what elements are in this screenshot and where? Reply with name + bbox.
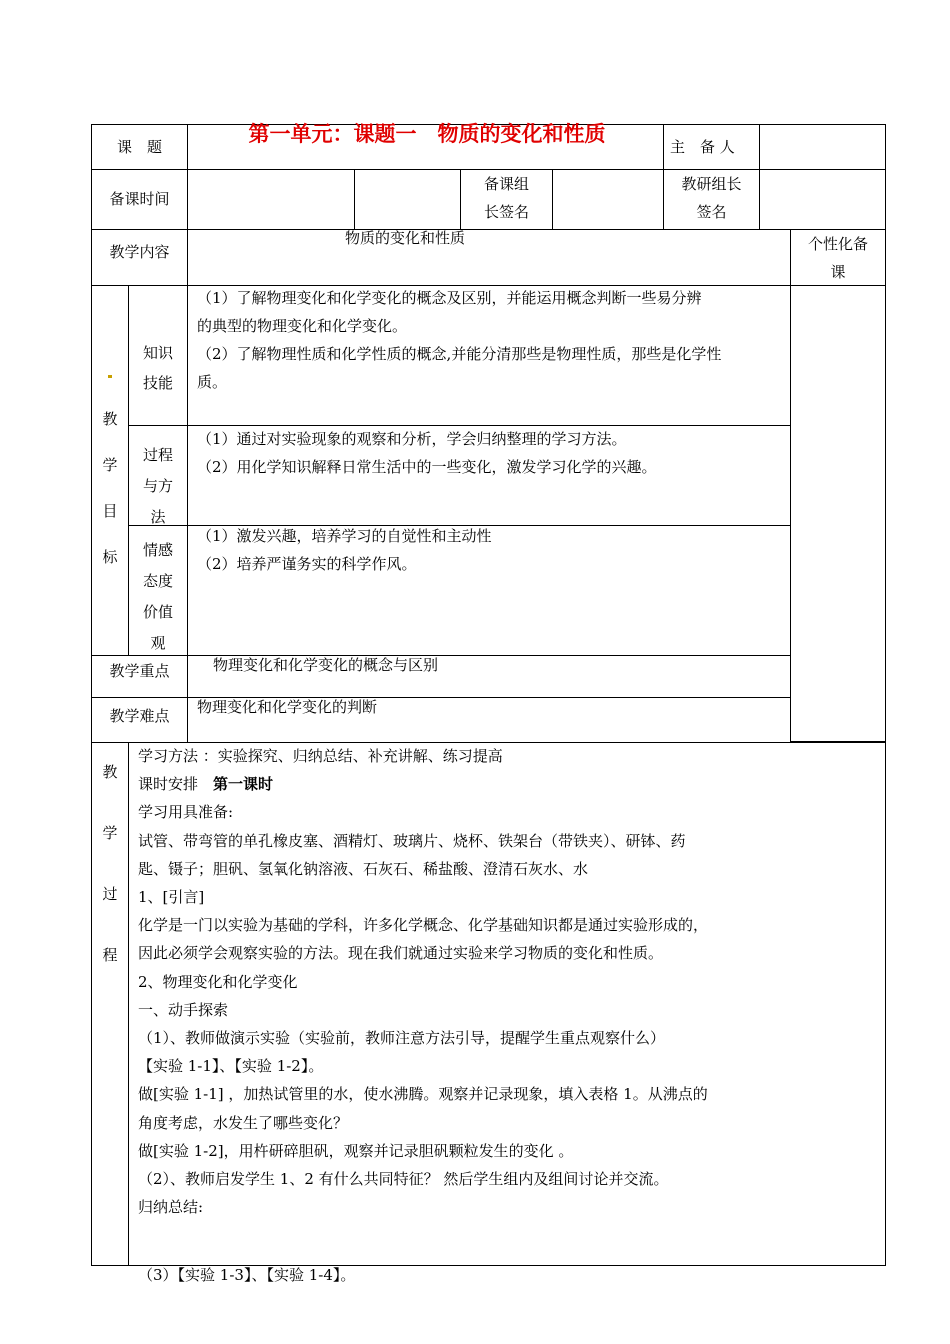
objectives-char-2: 学	[102, 456, 118, 474]
content-value: 物质的变化和性质	[345, 229, 466, 247]
process-section-char-3: 过	[102, 885, 118, 903]
knowledge-label-line-2: 技能	[142, 374, 173, 392]
prep-time-label-cell	[91, 169, 188, 230]
prep-time-extra-cell	[354, 169, 461, 230]
process-text-line: 试管、带弯管的单孔橡皮塞、酒精灯、玻璃片、烧杯、铁架台（带铁夹）、研钵、药	[138, 831, 686, 850]
content-label-cell	[91, 229, 188, 286]
schedule-prefix: 课时安排	[138, 775, 214, 794]
process-text-line: 角度考虑，水发生了哪些变化？	[138, 1113, 349, 1132]
process-line-1: （1）通过对实验现象的观察和分析，学会归纳整理的学习方法。	[197, 430, 627, 448]
bullet-mark	[108, 375, 112, 378]
prep-time-label: 备课时间	[109, 190, 170, 208]
method-line: 学习方法 ：实验探究、归纳总结、补充讲解、练习提高	[138, 747, 503, 765]
preparer-value-cell	[759, 124, 886, 170]
page-title: 第一单元：课题一 物质的变化和性质	[248, 122, 606, 146]
emotion-label-line-3: 价值	[142, 603, 173, 621]
process-text-line: （1）、教师做演示实验（实验前，教师注意方法引导，提醒学生重点观察什么）	[138, 1029, 666, 1048]
process-label-line-2: 与方	[142, 477, 173, 495]
schedule-line	[138, 770, 788, 798]
emotion-label-line-1: 情感	[142, 541, 173, 559]
objectives-char-4: 标	[102, 548, 118, 566]
process-text-line: 归纳总结:	[138, 1198, 204, 1217]
difficulty-label: 教学难点	[109, 707, 170, 725]
content-value-cell	[187, 229, 791, 286]
group-leader-label-cell	[460, 169, 553, 230]
emotion-label-line-2: 态度	[142, 572, 173, 590]
process-label-line-1: 过程	[142, 446, 173, 464]
knowledge-label-line-1: 知识	[142, 344, 173, 362]
knowledge-line-3: （2）了解物理性质和化学性质的概念,并能分清那些是物理性质，那些是化学性	[197, 345, 722, 363]
knowledge-line-4: 质。	[197, 373, 228, 391]
content-label: 教学内容	[109, 243, 170, 261]
process-label	[130, 440, 186, 533]
objectives-label	[93, 396, 127, 580]
process-section-label	[93, 742, 127, 986]
knowledge-line-2: 的典型的物理变化和化学变化。	[197, 317, 408, 335]
process-section-body	[138, 742, 788, 1290]
process-label-line-3: 法	[150, 508, 166, 526]
objectives-char-1: 教	[102, 410, 118, 428]
preparer-label: 主 备 人	[670, 138, 735, 156]
personal-prep-cell	[790, 229, 886, 286]
prep-time-value-cell	[187, 169, 355, 230]
group-leader-label: 备课组长签名	[483, 175, 529, 221]
process-text-line	[138, 1221, 788, 1261]
research-leader-label: 教研组长签名	[681, 175, 742, 221]
difficulty-label-cell	[91, 697, 188, 743]
group-leader-value-cell	[552, 169, 664, 230]
emotion-line-2: （2）培养严谨务实的科学作风。	[197, 555, 417, 573]
emotion-label-line-4: 观	[150, 634, 166, 652]
process-text-line: 因此必须学会观察实验的方法。现在我们就通过实验来学习物质的变化和性质。	[138, 944, 664, 963]
process-text-line: 做[实验 1-1] ，加热试管里的水，使水沸腾。观察并记录现象，填入表格 1。从沸点的	[138, 1085, 708, 1104]
process-text-line: （3）【实验 1-3】、【实验 1-4】。	[138, 1266, 356, 1285]
process-text-line: （2）、教师启发学生 1、2 有什么共同特征？ 然后学生组内及组间讨论并交流。	[138, 1170, 669, 1189]
subject-label: 课 题	[116, 138, 162, 156]
objectives-personal-cell	[790, 285, 886, 742]
objectives-char-3: 目	[102, 502, 118, 520]
process-text-line: 【实验 1-1】、【实验 1-2】。	[138, 1057, 324, 1076]
key-point-label-cell	[91, 655, 188, 698]
difficulty-value: 物理变化和化学变化的判断	[197, 698, 378, 716]
process-section-char-2: 学	[102, 824, 118, 842]
process-text-line: 1、[引言]	[138, 888, 205, 907]
key-point-value: 物理变化和化学变化的概念与区别	[213, 656, 439, 674]
personal-prep-label: 个性化备课	[807, 235, 868, 281]
process-text-line: 做[实验 1-2]，用杵研碎胆矾，观察并记录胆矾颗粒发生的变化 。	[138, 1141, 574, 1160]
research-leader-label-cell	[663, 169, 760, 230]
research-leader-value-cell	[759, 169, 886, 230]
process-section-char-4: 程	[102, 946, 118, 964]
emotion-line-1: （1）激发兴趣，培养学习的自觉性和主动性	[197, 527, 492, 545]
process-text-line: 一、动手探索	[138, 1000, 229, 1019]
preparer-label-cell	[663, 124, 760, 170]
knowledge-label	[130, 338, 186, 398]
schedule-value: 第一课时	[213, 775, 274, 794]
emotion-label	[130, 535, 186, 659]
subject-label-cell	[91, 124, 188, 170]
process-line-2: （2）用化学知识解释日常生活中的一些变化，激发学习化学的兴趣。	[197, 458, 657, 476]
process-text-line: 学习用具准备:	[138, 803, 234, 822]
process-text-line: 化学是一门以实验为基础的学科，许多化学概念、化学基础知识都是通过实验形成的，	[138, 916, 709, 935]
process-text-line: 匙、镊子；胆矾、氢氧化钠溶液、石灰石、稀盐酸、澄清石灰水、水	[138, 859, 589, 878]
key-point-label: 教学重点	[109, 662, 170, 680]
knowledge-line-1: （1）了解物理变化和化学变化的概念及区别，并能运用概念判断一些易分辨	[197, 289, 702, 307]
process-section-char-1: 教	[102, 763, 118, 781]
process-text-line: 2、物理变化和化学变化	[138, 972, 298, 991]
